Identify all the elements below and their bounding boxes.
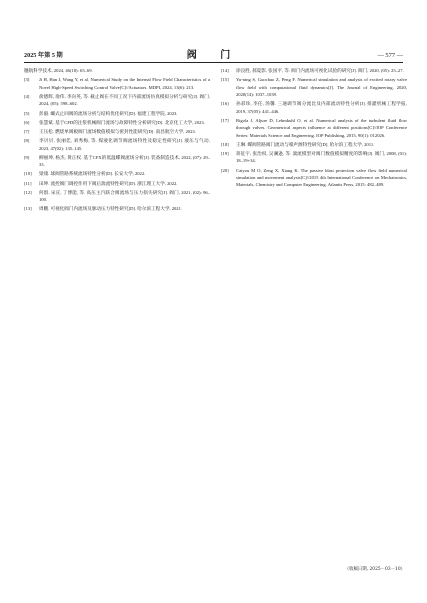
reference-item xyxy=(24,110,210,117)
reference-text: 徐良胜, 郝夏影, 张国平, 等. 阀门内流场可视化试验的研究[J]. 阀门, 2020, (05): 25–27. xyxy=(236,68,404,73)
reference-number: [17] xyxy=(221,117,229,123)
reference-number: [13] xyxy=(24,206,32,212)
reference-text: 彭毅. 螺式止回阀的流场分析与结构优化研究[D]. 福建工程学院, 2023. xyxy=(39,110,178,116)
reference-number: [4] xyxy=(24,94,30,100)
reference-text: 王琳. 蝶阀管路阀门流动与噪声源特性研究[D]. 哈尔滨工程大学, 2011. xyxy=(236,141,375,147)
reference-text: Ji H, Han J, Wang Y, et al. Numerical Study on the Internal Flow Field Characteristics of a Novel High‑Speed Switching Control Valve[C]//Actuators. MDPI, 2024, 13(6): 213. xyxy=(39,77,210,90)
reference-number: [9] xyxy=(24,154,30,160)
reference-number: [18] xyxy=(221,141,229,147)
reference-column-left xyxy=(24,67,210,215)
reference-item xyxy=(24,76,210,91)
reference-item xyxy=(24,170,210,177)
reference-continuation: 穗航科学技术, 2024, 46(18): 65–69. xyxy=(24,68,93,73)
reference-item xyxy=(221,150,407,165)
reference-number: [11] xyxy=(24,180,32,186)
reference-text: 周鹏. 可视化阀门内流场及脉动压力特性研究[D]. 哈尔滨工程大学, 2021. xyxy=(39,206,183,212)
reference-text: Rigola J, Aljure D, Lehmkuhl O, et al. Numerical analysis of the turbulent fluid flow through valves. Geometrical aspects influence at different positions[C]//IOP Conference Series: Materials Science and Engineering. IOP Publishing, 2015, 90(1): 012026. xyxy=(236,117,407,138)
reference-item xyxy=(221,167,407,189)
reference-number: [19] xyxy=(221,151,229,157)
reference-number: [6] xyxy=(24,119,30,125)
reference-item xyxy=(221,100,407,115)
reference-item xyxy=(221,141,407,148)
reference-item xyxy=(221,67,407,74)
reference-number: [20] xyxy=(221,167,229,173)
reference-text: 张慧斌. 基于CFD的注浆机械阀门流场与故障特性分析研究[D]. 北京化工大学, 2023. xyxy=(39,119,205,125)
reference-number: [14] xyxy=(221,68,229,73)
reference-number: [5] xyxy=(24,110,30,116)
reference-number: [15] xyxy=(221,77,229,83)
journal-title: 阀 门 xyxy=(186,50,241,61)
reference-item xyxy=(221,117,407,139)
reference-column-right xyxy=(221,67,407,191)
reference-item xyxy=(24,137,210,152)
reference-text: Caiyou M O, Zeng X, Xiang K. The passive blast protection valve flow field numerical simulation and movement analysis[C]//2015 4th International Conference on Mechatronics, Materials, Chemistry and Computer Engineering. Atlantis Press, 2015: 482–489. xyxy=(236,167,407,188)
received-date-note: （收稿日期, 2025－03－10） xyxy=(344,567,405,572)
reference-text: Yu‑ning S, Guochao Z, Peng F. Numerical simulation and analysis of excited rotary valve flow field with computational fluid dynamics[J]. The Journal of Engineering, 2020, 2020(14): 1037–1039. xyxy=(236,77,407,98)
reference-number: [8] xyxy=(24,138,30,144)
reference-text: 孙彩珍, 李任, 汤馨. 三通调节阀分流比及内部流动特性分析[J]. 排灌机械工程学报, 2019, 37(05): 441–446. xyxy=(236,101,407,114)
reference-item xyxy=(24,180,210,187)
reference-item xyxy=(24,154,210,169)
reference-item xyxy=(24,189,210,204)
reference-item xyxy=(221,76,407,98)
reference-number: [16] xyxy=(221,101,229,107)
reference-item xyxy=(24,205,210,212)
reference-number: [10] xyxy=(24,171,32,177)
reference-item xyxy=(24,128,210,135)
reference-text: 王压松. 燃烧单阀板阀门流场数值模拟与密封性能研究[D]. 南昌航空大学, 2023. xyxy=(39,129,196,135)
issue-label: 2025 年第 5 期 xyxy=(24,52,63,59)
reference-text: 李贝贝, 张丽佳, 刘秀梅, 等. 煤液化调节阀流场特性及稳定性研究[J]. 液压与气动, 2023, 47(02): 135–145. xyxy=(39,138,210,151)
reference-number: [3] xyxy=(24,77,30,83)
reference-text: 柳丽坤, 杨杰, 黄正权. 基于CFX的低温蝶阀流场分析[J]. 装备制造技术, 2022, (07): 29–33. xyxy=(39,154,210,168)
reference-item xyxy=(24,119,210,126)
reference-item xyxy=(24,93,210,108)
page-number: — 577 — xyxy=(377,52,403,59)
page-header xyxy=(24,46,403,63)
reference-text: 俞德辉, 俞伟, 李向英, 等. 截止阀在不同工况下内部流场仿真模拟分析与研究[J]. 阀门, 2024, (05): 598–602. xyxy=(39,94,210,107)
reference-number: [12] xyxy=(24,189,32,195)
reference-text: 田坤. 流控阀门调控作用下阀后湍流特性研究[D]. 浙江理工大学, 2022. xyxy=(39,180,178,186)
reference-number: [7] xyxy=(24,129,30,135)
reference-text: 何群, 宋宣, 丁博能, 等. 高压主汽联合阀流场与压力损失研究[J]. 阀门, 2021, (02): 96–100. xyxy=(39,189,210,203)
reference-text: 梁康. 球阀管路系统流场特性分析[D]. 长安大学, 2022. xyxy=(39,171,146,177)
reference-text: 蒋征宇, 张治权, 吴澜逊, 等. 湍流模型对阀门数值模拟精度的影响[J]. 阀门, 2008, (01): 18–19+34. xyxy=(236,151,407,164)
